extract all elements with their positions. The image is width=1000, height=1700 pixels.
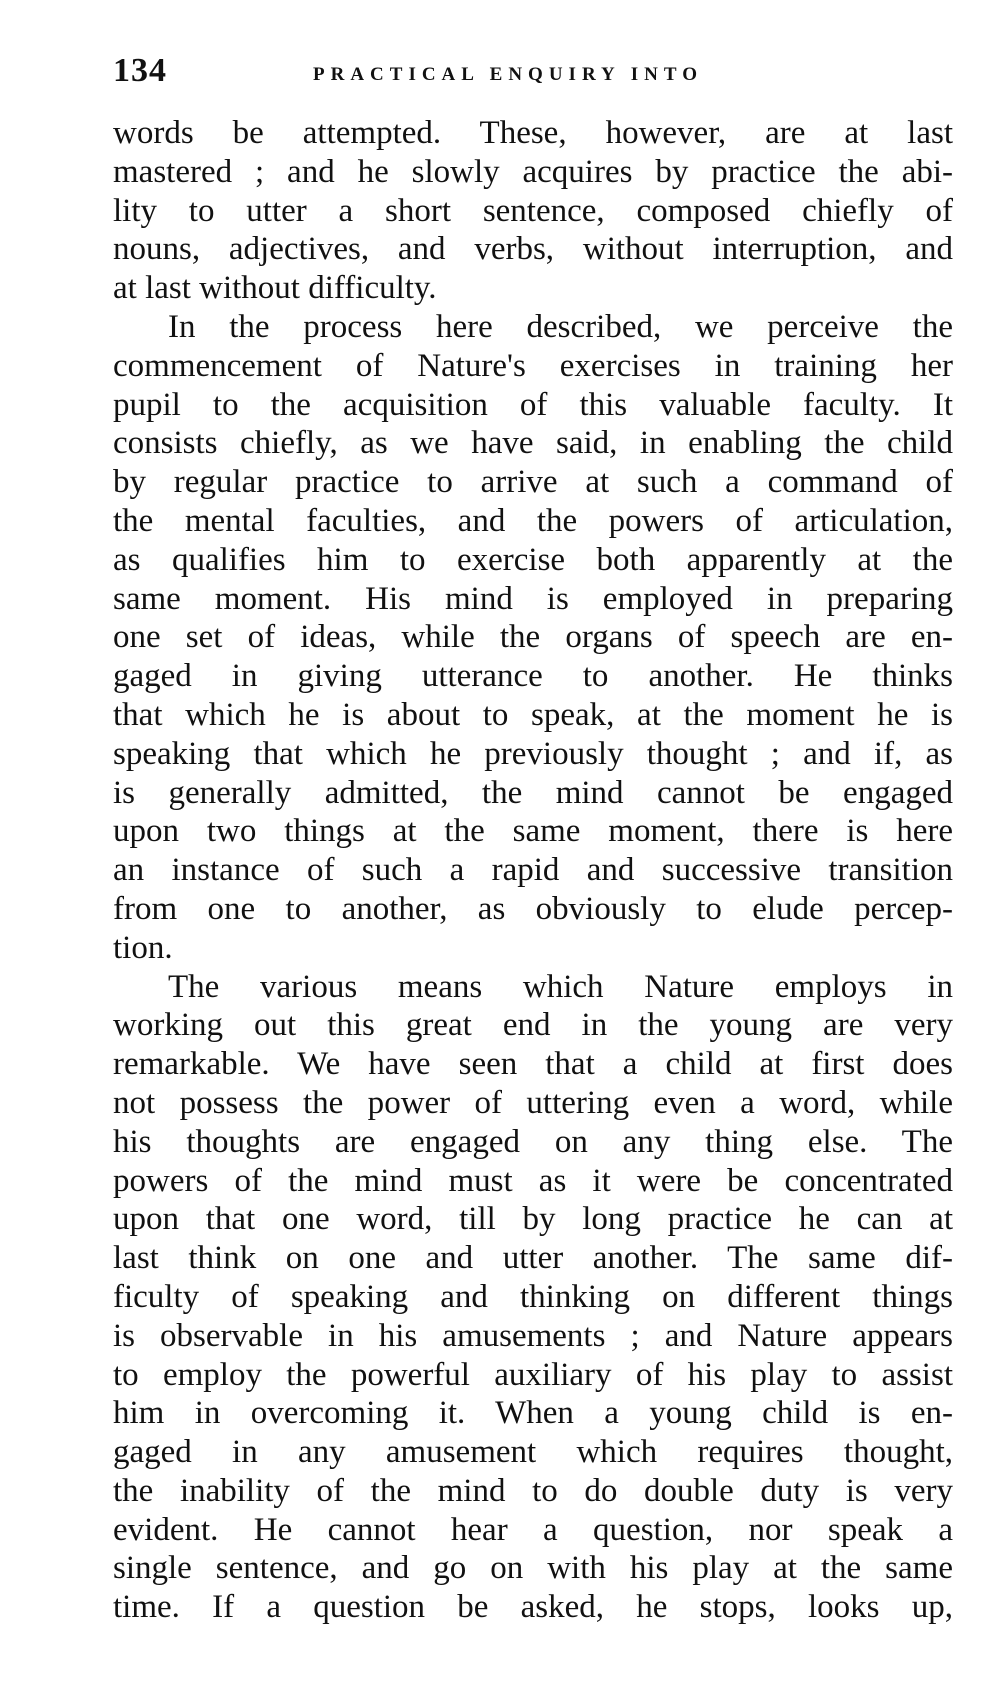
text-line: last think on one and utter another. The same dif- — [113, 1240, 953, 1277]
text-line: him in overcoming it. When a young child is en- — [113, 1395, 953, 1432]
text-line: gaged in giving utterance to another. He thinks — [113, 658, 953, 695]
text-line: from one to another, as obviously to elude percep- — [113, 890, 953, 927]
text-line: same moment. His mind is employed in preparing — [113, 580, 953, 617]
text-line: tion. — [113, 929, 173, 966]
text-line: as qualifies him to exercise both apparently at the — [113, 541, 953, 578]
text-line: that which he is about to speak, at the moment he is — [113, 696, 953, 733]
text-line: The various means which Nature employs in — [168, 968, 953, 1005]
text-line: is observable in his amusements ; and Nature appears — [113, 1317, 953, 1354]
text-line: not possess the power of uttering even a word, while — [113, 1084, 953, 1121]
text-line: to employ the powerful auxiliary of his play to assist — [113, 1356, 953, 1393]
text-line: the mental faculties, and the powers of articulation, — [113, 502, 953, 539]
text-line: pupil to the acquisition of this valuable faculty. It — [113, 386, 953, 423]
text-line: the inability of the mind to do double duty is very — [113, 1472, 953, 1509]
text-line: lity to utter a short sentence, composed chiefly of — [113, 192, 953, 229]
text-line: words be attempted. These, however, are at last — [113, 115, 953, 151]
text-line: evident. He cannot hear a question, nor speak a — [113, 1511, 953, 1548]
running-head: PRACTICAL ENQUIRY INTO — [313, 64, 703, 85]
text-line: his thoughts are engaged on any thing else. The — [113, 1123, 953, 1160]
body-text — [113, 114, 953, 1627]
text-line: working out this great end in the young are very — [113, 1007, 953, 1044]
text-line: upon two things at the same moment, there is here — [113, 813, 953, 850]
text-line: nouns, adjectives, and verbs, without interruption, and — [113, 231, 953, 268]
text-line: at last without difficulty. — [113, 270, 437, 307]
text-line: by regular practice to arrive at such a command of — [113, 464, 953, 501]
text-line: ficulty of speaking and thinking on different things — [113, 1278, 953, 1315]
text-line: is generally admitted, the mind cannot be engaged — [113, 774, 953, 811]
text-line: upon that one word, till by long practice he can at — [113, 1201, 953, 1238]
text-line: In the process here described, we perceive the — [168, 308, 953, 345]
page-header — [113, 52, 953, 98]
text-line: remarkable. We have seen that a child at first does — [113, 1046, 953, 1083]
text-line: commencement of Nature's exercises in training her — [113, 347, 953, 384]
text-line: mastered ; and he slowly acquires by practice the abi- — [113, 153, 953, 190]
text-line: one set of ideas, while the organs of speech are en- — [113, 619, 953, 656]
text-line: an instance of such a rapid and successive transition — [113, 852, 953, 889]
page-number: 134 — [113, 52, 167, 89]
text-line: gaged in any amusement which requires thought, — [113, 1434, 953, 1471]
text-line: single sentence, and go on with his play at the same — [113, 1550, 953, 1587]
text-line: powers of the mind must as it were be concentrated — [113, 1162, 953, 1199]
text-line: time. If a question be asked, he stops, looks up, — [113, 1589, 953, 1626]
text-line: speaking that which he previously thought ; and if, as — [113, 735, 953, 772]
text-line: consists chiefly, as we have said, in enabling the child — [113, 425, 953, 462]
